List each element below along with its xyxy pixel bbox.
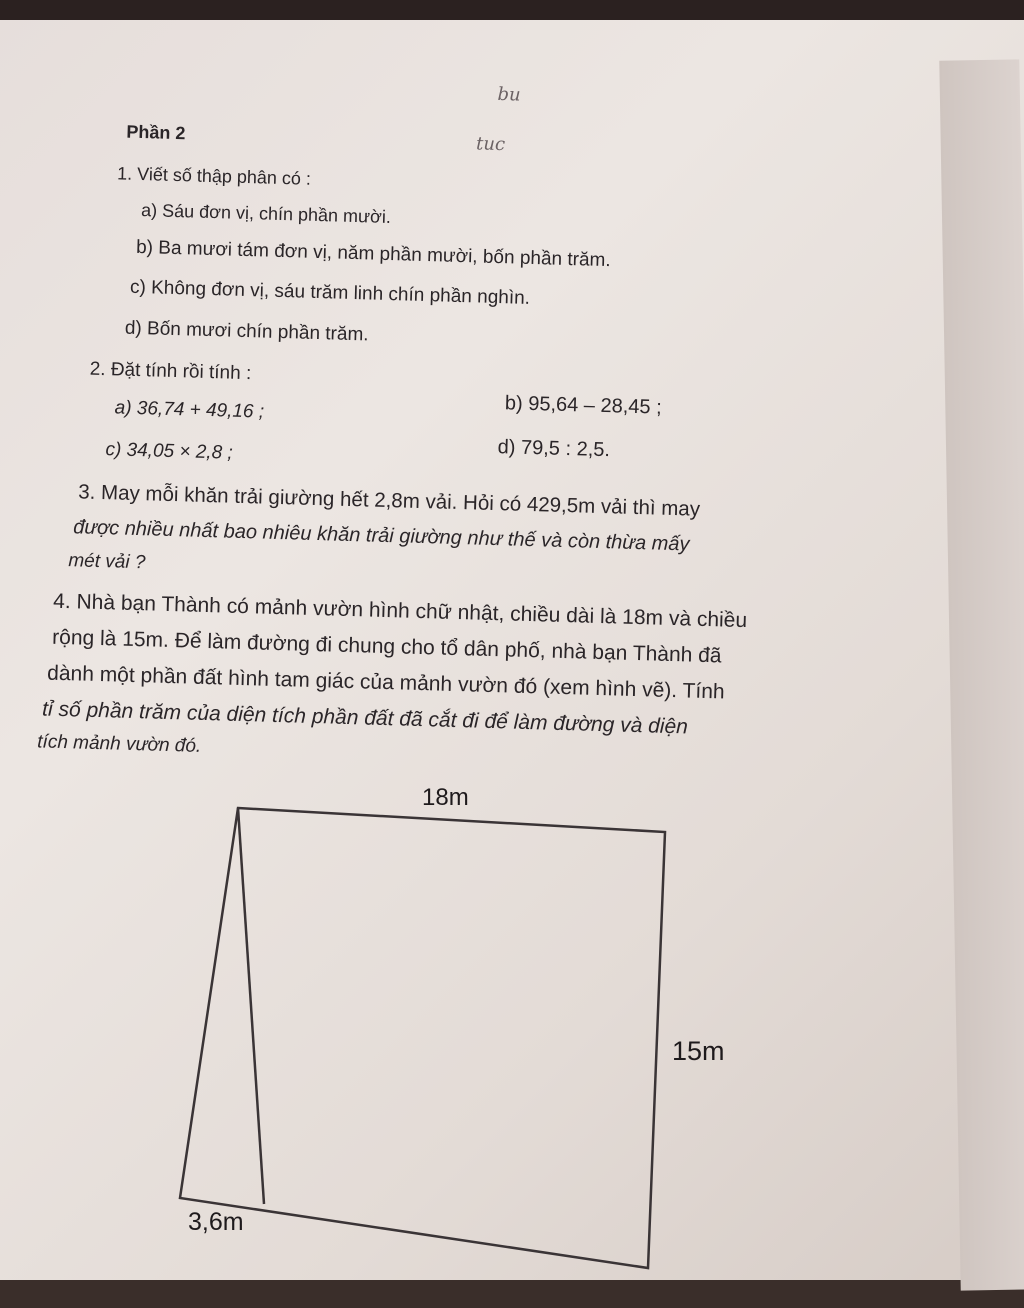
length-label: 18m bbox=[422, 784, 469, 811]
question-2-d: d) 79,5 : 2,5. bbox=[497, 436, 611, 462]
question-2-c: c) 34,05 × 2,8 ; bbox=[105, 439, 234, 464]
question-3-line: được nhiều nhất bao nhiêu khăn trải giường như thế và còn thừa mấy bbox=[72, 516, 690, 556]
garden-diagram bbox=[160, 780, 780, 1280]
question-1-item-d: d) Bốn mươi chín phần trăm. bbox=[124, 317, 369, 346]
question-2-a: a) 36,74 + 49,16 ; bbox=[114, 397, 265, 423]
question-1-item-b: b) Ba mươi tám đơn vị, năm phần mười, bốn phần trăm. bbox=[135, 236, 611, 272]
question-2-b: b) 95,64 – 28,45 ; bbox=[504, 392, 662, 419]
garden-figure bbox=[160, 780, 780, 1280]
question-4-line: 4. Nhà bạn Thành có mảnh vườn hình chữ nhật, chiều dài là 18m và chiều bbox=[52, 589, 748, 633]
question-1-item-a: a) Sáu đơn vị, chín phần mười. bbox=[140, 200, 392, 227]
question-3-line: mét vải ? bbox=[68, 550, 146, 574]
question-1-title: 1. Viết số thập phân có : bbox=[116, 163, 312, 189]
question-4-line: rộng là 15m. Để làm đường đi chung cho tổ dân phố, nhà bạn Thành đã bbox=[51, 625, 722, 668]
handwritten-note: tuc bbox=[475, 133, 506, 156]
triangle-base-label: 3,6m bbox=[188, 1208, 244, 1236]
width-label: 15m bbox=[672, 1036, 725, 1066]
question-4-line: tỉ số phần trăm của diện tích phần đất đã cắt đi để làm đường và diện bbox=[41, 697, 689, 739]
question-4-line: dành một phần đất hình tam giác của mảnh vườn đó (xem hình vẽ). Tính bbox=[46, 661, 725, 704]
question-2-title: 2. Đặt tính rồi tính : bbox=[89, 358, 252, 385]
question-3-line: 3. May mỗi khăn trải giường hết 2,8m vải. Hỏi có 429,5m vải thì may bbox=[77, 480, 701, 521]
section-title: Phần 2 bbox=[126, 121, 186, 144]
question-4-line: tích mảnh vườn đó. bbox=[37, 731, 202, 757]
handwritten-note: bu bbox=[497, 83, 521, 106]
triangle-cut-line bbox=[238, 808, 264, 1204]
question-1-item-c: c) Không đơn vị, sáu trăm linh chín phần nghìn. bbox=[129, 276, 531, 309]
